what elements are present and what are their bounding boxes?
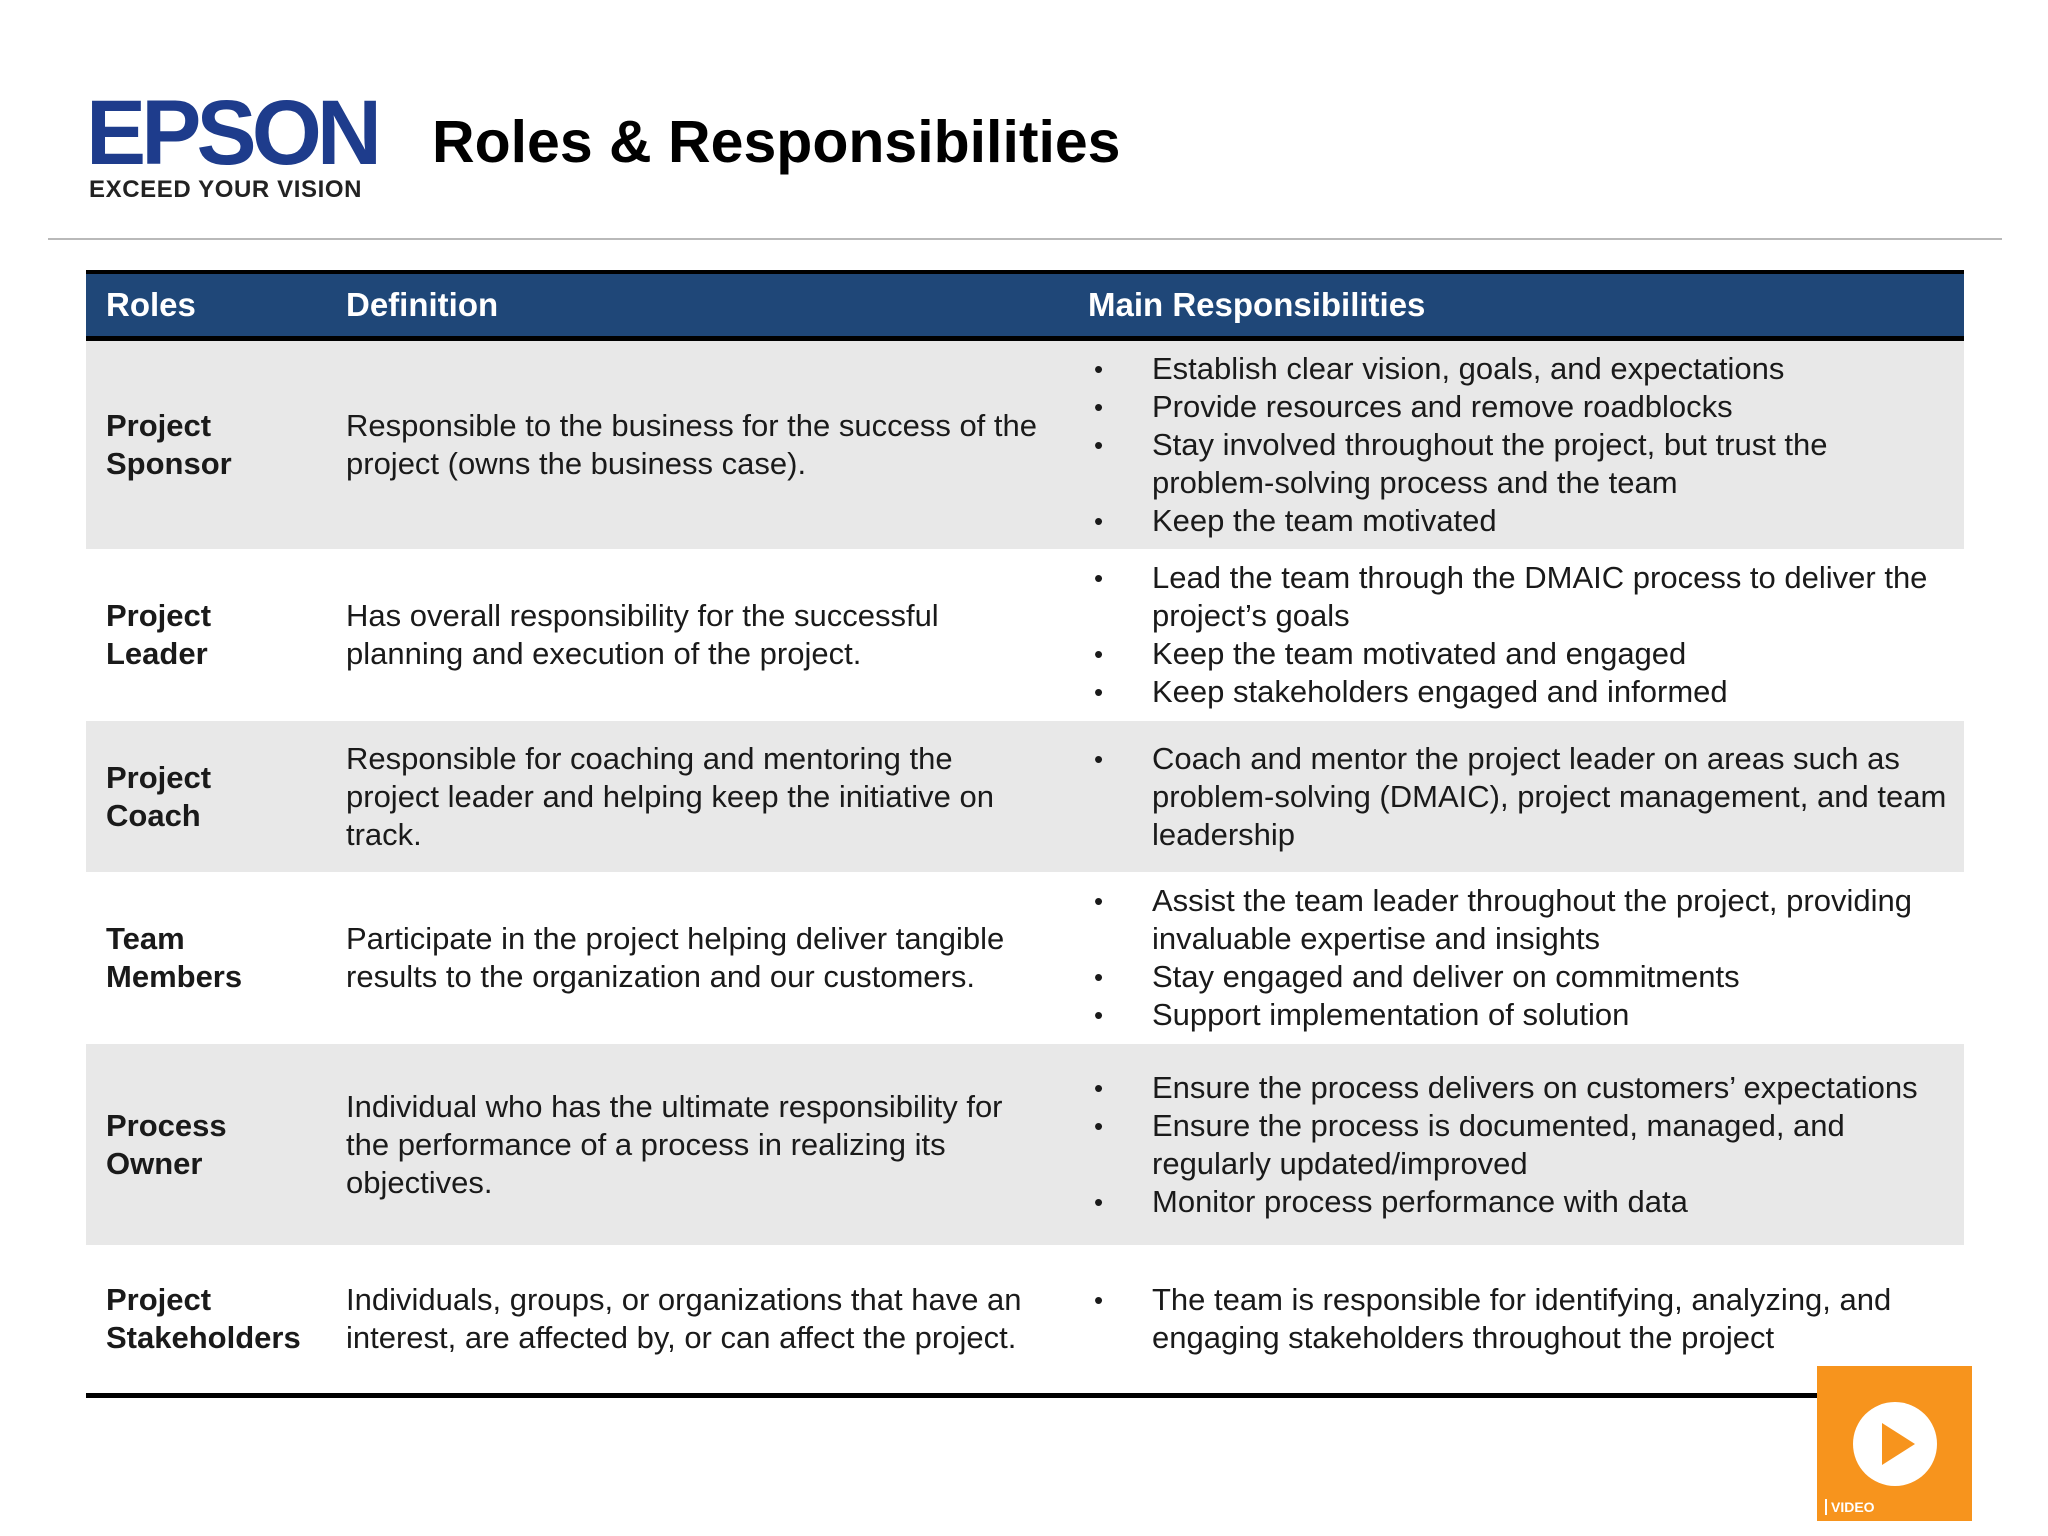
list-item: • Ensure the process is documented, managed, and regularly updated/improved [1088, 1107, 1948, 1183]
responsibilities-cell [1078, 350, 1964, 540]
video-button[interactable] [1817, 1366, 1972, 1521]
table-row [86, 721, 1964, 872]
table-row [86, 549, 1964, 721]
list-item: • Assist the team leader throughout the project, providing invaluable expertise and insights [1088, 882, 1948, 958]
table-row [86, 872, 1964, 1044]
list-item: • Support implementation of solution [1088, 996, 1948, 1034]
list-item: • Ensure the process delivers on customers’ expectations [1088, 1069, 1948, 1107]
role-cell: Process Owner [106, 1107, 227, 1181]
role-cell: Project Leader [106, 598, 212, 671]
epson-logo [86, 82, 378, 204]
header-roles: Roles [106, 286, 196, 323]
list-item: • Keep the team motivated and engaged [1088, 635, 1948, 673]
list-item: • Provide resources and remove roadblocks [1088, 388, 1948, 426]
header-divider [48, 238, 2002, 240]
list-item: • Stay involved throughout the project, but trust the problem-solving process and the team [1088, 426, 1948, 502]
responsibilities-cell [1078, 1069, 1964, 1221]
list-item: • Lead the team through the DMAIC process to deliver the project’s goals [1088, 559, 1948, 635]
list-item: • Keep stakeholders engaged and informed [1088, 673, 1948, 711]
list-item: • Keep the team motivated [1088, 502, 1948, 540]
definition-cell: Participate in the project helping deliver tangible results to the organization and our customers. [346, 921, 1005, 994]
list-item: • The team is responsible for identifying, analyzing, and engaging stakeholders throughout the project [1088, 1281, 1948, 1357]
list-item: • Coach and mentor the project leader on areas such as problem-solving (DMAIC), project management, and team leadership [1088, 740, 1948, 854]
table-row [86, 341, 1964, 549]
responsibilities-cell [1078, 559, 1964, 711]
table-row [86, 1044, 1964, 1245]
role-cell: Project Stakeholders [106, 1282, 301, 1355]
responsibilities-cell [1078, 882, 1964, 1034]
table-row [86, 1245, 1964, 1393]
responsibilities-cell [1078, 1281, 1964, 1357]
list-item: • Monitor process performance with data [1088, 1183, 1948, 1221]
page-title: Roles & Responsibilities [432, 109, 1121, 175]
role-cell: Project Sponsor [106, 408, 232, 481]
definition-cell: Individuals, groups, or organizations that have an interest, are affected by, or can affect the project. [346, 1282, 1022, 1355]
table-header [86, 274, 1964, 341]
responsibilities-cell [1078, 740, 1964, 854]
definition-cell: Responsible to the business for the success of the project (owns the business case). [346, 408, 1038, 481]
header-definition: Definition [346, 286, 499, 323]
logo-wordmark: EPSON [86, 82, 378, 184]
logo-tagline: EXCEED YOUR VISION [89, 176, 363, 203]
header-responsibilities: Main Responsibilities [1088, 286, 1426, 323]
role-cell: Project Coach [106, 759, 212, 833]
definition-cell: Responsible for coaching and mentoring the project leader and helping keep the initiative on track. [346, 740, 995, 852]
definition-cell: Individual who has the ultimate responsibility for the performance of a process in realizing its objectives. [346, 1088, 1003, 1200]
definition-cell: Has overall responsibility for the successful planning and execution of the project. [346, 598, 939, 671]
role-cell: Team Members [106, 921, 243, 994]
video-label: VIDEO [1825, 1499, 1875, 1515]
roles-table [86, 270, 1964, 1398]
list-item: • Stay engaged and deliver on commitments [1088, 958, 1948, 996]
list-item: • Establish clear vision, goals, and expectations [1088, 350, 1948, 388]
play-icon [1882, 1423, 1915, 1465]
